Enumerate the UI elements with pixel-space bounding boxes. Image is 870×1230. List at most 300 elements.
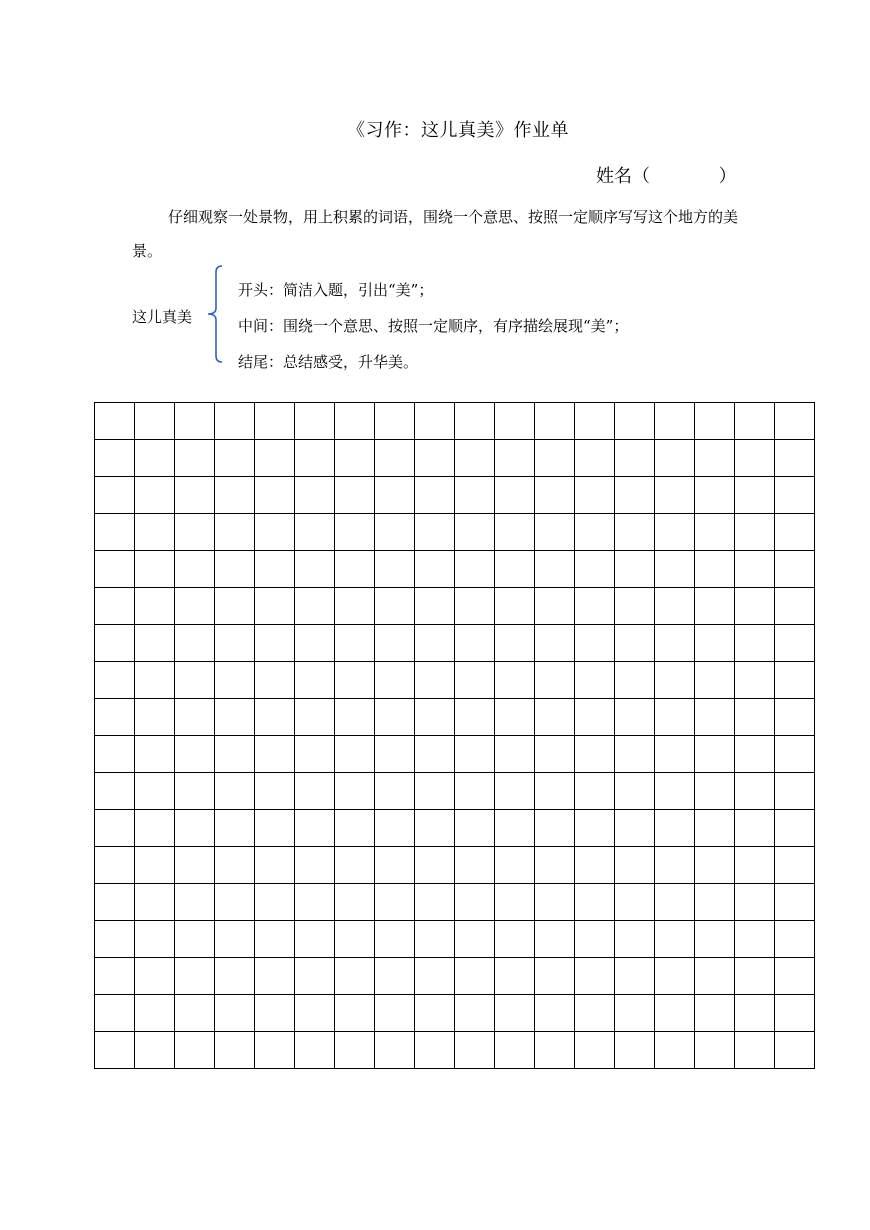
grid-cell[interactable] xyxy=(535,847,575,884)
grid-cell[interactable] xyxy=(335,588,375,625)
grid-cell[interactable] xyxy=(375,514,415,551)
grid-cell[interactable] xyxy=(655,403,695,440)
grid-cell[interactable] xyxy=(495,995,535,1032)
grid-cell[interactable] xyxy=(735,699,775,736)
grid-cell[interactable] xyxy=(175,551,215,588)
grid-cell[interactable] xyxy=(535,736,575,773)
grid-cell[interactable] xyxy=(135,440,175,477)
grid-cell[interactable] xyxy=(495,1032,535,1069)
grid-cell[interactable] xyxy=(655,921,695,958)
grid-cell[interactable] xyxy=(375,810,415,847)
grid-cell[interactable] xyxy=(735,551,775,588)
grid-cell[interactable] xyxy=(455,514,495,551)
grid-cell[interactable] xyxy=(535,921,575,958)
grid-cell[interactable] xyxy=(615,588,655,625)
grid-cell[interactable] xyxy=(295,736,335,773)
grid-cell[interactable] xyxy=(695,514,735,551)
grid-cell[interactable] xyxy=(215,884,255,921)
grid-cell[interactable] xyxy=(95,662,135,699)
grid-cell[interactable] xyxy=(735,477,775,514)
grid-cell[interactable] xyxy=(575,662,615,699)
grid-cell[interactable] xyxy=(95,958,135,995)
grid-cell[interactable] xyxy=(575,625,615,662)
grid-cell[interactable] xyxy=(135,403,175,440)
grid-cell[interactable] xyxy=(695,699,735,736)
grid-cell[interactable] xyxy=(655,477,695,514)
grid-cell[interactable] xyxy=(575,588,615,625)
grid-cell[interactable] xyxy=(415,588,455,625)
grid-cell[interactable] xyxy=(495,514,535,551)
grid-cell[interactable] xyxy=(175,995,215,1032)
grid-cell[interactable] xyxy=(695,588,735,625)
grid-cell[interactable] xyxy=(295,662,335,699)
grid-cell[interactable] xyxy=(375,995,415,1032)
grid-cell[interactable] xyxy=(655,551,695,588)
grid-cell[interactable] xyxy=(775,514,815,551)
grid-cell[interactable] xyxy=(215,847,255,884)
grid-cell[interactable] xyxy=(295,514,335,551)
grid-cell[interactable] xyxy=(95,477,135,514)
grid-cell[interactable] xyxy=(655,995,695,1032)
grid-cell[interactable] xyxy=(575,551,615,588)
grid-cell[interactable] xyxy=(255,847,295,884)
grid-cell[interactable] xyxy=(535,477,575,514)
grid-cell[interactable] xyxy=(335,477,375,514)
grid-cell[interactable] xyxy=(175,884,215,921)
grid-cell[interactable] xyxy=(775,736,815,773)
grid-cell[interactable] xyxy=(215,514,255,551)
grid-cell[interactable] xyxy=(735,588,775,625)
grid-cell[interactable] xyxy=(655,699,695,736)
grid-cell[interactable] xyxy=(255,1032,295,1069)
grid-cell[interactable] xyxy=(735,847,775,884)
grid-cell[interactable] xyxy=(175,588,215,625)
grid-cell[interactable] xyxy=(735,514,775,551)
grid-cell[interactable] xyxy=(175,736,215,773)
grid-cell[interactable] xyxy=(695,773,735,810)
grid-cell[interactable] xyxy=(295,477,335,514)
grid-cell[interactable] xyxy=(375,847,415,884)
grid-cell[interactable] xyxy=(135,699,175,736)
grid-cell[interactable] xyxy=(375,699,415,736)
grid-cell[interactable] xyxy=(135,625,175,662)
grid-cell[interactable] xyxy=(135,736,175,773)
grid-cell[interactable] xyxy=(175,810,215,847)
grid-cell[interactable] xyxy=(215,921,255,958)
grid-cell[interactable] xyxy=(255,514,295,551)
grid-cell[interactable] xyxy=(455,625,495,662)
grid-cell[interactable] xyxy=(535,958,575,995)
grid-cell[interactable] xyxy=(215,699,255,736)
grid-cell[interactable] xyxy=(175,773,215,810)
grid-cell[interactable] xyxy=(295,958,335,995)
grid-cell[interactable] xyxy=(415,477,455,514)
grid-cell[interactable] xyxy=(655,514,695,551)
grid-cell[interactable] xyxy=(615,551,655,588)
grid-cell[interactable] xyxy=(95,921,135,958)
grid-cell[interactable] xyxy=(495,884,535,921)
grid-cell[interactable] xyxy=(775,551,815,588)
grid-cell[interactable] xyxy=(175,1032,215,1069)
grid-cell[interactable] xyxy=(255,551,295,588)
grid-cell[interactable] xyxy=(735,403,775,440)
grid-cell[interactable] xyxy=(335,440,375,477)
grid-cell[interactable] xyxy=(295,884,335,921)
grid-cell[interactable] xyxy=(655,662,695,699)
grid-cell[interactable] xyxy=(375,440,415,477)
grid-cell[interactable] xyxy=(335,514,375,551)
grid-cell[interactable] xyxy=(615,625,655,662)
grid-cell[interactable] xyxy=(735,995,775,1032)
grid-cell[interactable] xyxy=(455,958,495,995)
grid-cell[interactable] xyxy=(135,514,175,551)
grid-cell[interactable] xyxy=(495,921,535,958)
grid-cell[interactable] xyxy=(295,995,335,1032)
grid-cell[interactable] xyxy=(615,699,655,736)
grid-cell[interactable] xyxy=(255,403,295,440)
grid-cell[interactable] xyxy=(655,884,695,921)
grid-cell[interactable] xyxy=(575,995,615,1032)
grid-cell[interactable] xyxy=(575,514,615,551)
grid-cell[interactable] xyxy=(295,403,335,440)
grid-cell[interactable] xyxy=(335,958,375,995)
grid-cell[interactable] xyxy=(695,958,735,995)
grid-cell[interactable] xyxy=(295,810,335,847)
grid-cell[interactable] xyxy=(655,810,695,847)
grid-cell[interactable] xyxy=(135,921,175,958)
grid-cell[interactable] xyxy=(135,995,175,1032)
grid-cell[interactable] xyxy=(295,847,335,884)
grid-cell[interactable] xyxy=(575,921,615,958)
grid-cell[interactable] xyxy=(695,810,735,847)
grid-cell[interactable] xyxy=(415,403,455,440)
grid-cell[interactable] xyxy=(775,625,815,662)
grid-cell[interactable] xyxy=(775,958,815,995)
grid-cell[interactable] xyxy=(535,514,575,551)
grid-cell[interactable] xyxy=(495,588,535,625)
grid-cell[interactable] xyxy=(575,773,615,810)
grid-cell[interactable] xyxy=(375,773,415,810)
grid-cell[interactable] xyxy=(575,958,615,995)
grid-cell[interactable] xyxy=(255,625,295,662)
grid-cell[interactable] xyxy=(455,1032,495,1069)
grid-cell[interactable] xyxy=(575,884,615,921)
grid-cell[interactable] xyxy=(175,662,215,699)
grid-cell[interactable] xyxy=(295,921,335,958)
grid-cell[interactable] xyxy=(535,588,575,625)
grid-cell[interactable] xyxy=(615,403,655,440)
grid-cell[interactable] xyxy=(455,662,495,699)
grid-cell[interactable] xyxy=(375,625,415,662)
grid-cell[interactable] xyxy=(95,773,135,810)
grid-cell[interactable] xyxy=(615,736,655,773)
grid-cell[interactable] xyxy=(775,699,815,736)
grid-cell[interactable] xyxy=(535,625,575,662)
grid-cell[interactable] xyxy=(535,440,575,477)
grid-cell[interactable] xyxy=(175,403,215,440)
grid-cell[interactable] xyxy=(255,440,295,477)
grid-cell[interactable] xyxy=(95,847,135,884)
grid-cell[interactable] xyxy=(775,477,815,514)
grid-cell[interactable] xyxy=(455,403,495,440)
grid-cell[interactable] xyxy=(215,662,255,699)
grid-cell[interactable] xyxy=(335,403,375,440)
grid-cell[interactable] xyxy=(615,884,655,921)
grid-cell[interactable] xyxy=(95,403,135,440)
grid-cell[interactable] xyxy=(775,440,815,477)
grid-cell[interactable] xyxy=(255,921,295,958)
grid-cell[interactable] xyxy=(575,477,615,514)
grid-cell[interactable] xyxy=(495,477,535,514)
grid-cell[interactable] xyxy=(535,403,575,440)
grid-cell[interactable] xyxy=(135,847,175,884)
grid-cell[interactable] xyxy=(495,958,535,995)
grid-cell[interactable] xyxy=(775,921,815,958)
grid-cell[interactable] xyxy=(775,810,815,847)
grid-cell[interactable] xyxy=(455,551,495,588)
grid-cell[interactable] xyxy=(415,514,455,551)
grid-cell[interactable] xyxy=(95,884,135,921)
grid-cell[interactable] xyxy=(655,736,695,773)
grid-cell[interactable] xyxy=(335,995,375,1032)
grid-cell[interactable] xyxy=(655,1032,695,1069)
grid-cell[interactable] xyxy=(615,847,655,884)
grid-cell[interactable] xyxy=(335,884,375,921)
grid-cell[interactable] xyxy=(775,773,815,810)
grid-cell[interactable] xyxy=(495,847,535,884)
grid-cell[interactable] xyxy=(335,625,375,662)
grid-cell[interactable] xyxy=(615,958,655,995)
grid-cell[interactable] xyxy=(175,921,215,958)
grid-cell[interactable] xyxy=(255,699,295,736)
grid-cell[interactable] xyxy=(95,551,135,588)
grid-cell[interactable] xyxy=(135,662,175,699)
grid-cell[interactable] xyxy=(535,884,575,921)
grid-cell[interactable] xyxy=(335,773,375,810)
grid-cell[interactable] xyxy=(295,625,335,662)
grid-cell[interactable] xyxy=(215,995,255,1032)
grid-cell[interactable] xyxy=(775,588,815,625)
grid-cell[interactable] xyxy=(135,884,175,921)
grid-cell[interactable] xyxy=(215,551,255,588)
grid-cell[interactable] xyxy=(535,995,575,1032)
grid-cell[interactable] xyxy=(455,699,495,736)
grid-cell[interactable] xyxy=(135,810,175,847)
grid-cell[interactable] xyxy=(695,884,735,921)
grid-cell[interactable] xyxy=(695,551,735,588)
grid-cell[interactable] xyxy=(695,921,735,958)
grid-cell[interactable] xyxy=(95,1032,135,1069)
grid-cell[interactable] xyxy=(255,588,295,625)
grid-cell[interactable] xyxy=(175,625,215,662)
grid-cell[interactable] xyxy=(335,736,375,773)
grid-cell[interactable] xyxy=(215,958,255,995)
grid-cell[interactable] xyxy=(655,625,695,662)
grid-cell[interactable] xyxy=(135,588,175,625)
grid-cell[interactable] xyxy=(255,995,295,1032)
grid-cell[interactable] xyxy=(575,736,615,773)
grid-cell[interactable] xyxy=(375,403,415,440)
grid-cell[interactable] xyxy=(135,1032,175,1069)
grid-cell[interactable] xyxy=(135,551,175,588)
grid-cell[interactable] xyxy=(615,1032,655,1069)
grid-cell[interactable] xyxy=(415,699,455,736)
grid-cell[interactable] xyxy=(695,477,735,514)
grid-cell[interactable] xyxy=(655,440,695,477)
grid-cell[interactable] xyxy=(535,773,575,810)
grid-cell[interactable] xyxy=(775,995,815,1032)
grid-cell[interactable] xyxy=(255,773,295,810)
grid-cell[interactable] xyxy=(695,1032,735,1069)
grid-cell[interactable] xyxy=(295,699,335,736)
grid-cell[interactable] xyxy=(375,662,415,699)
grid-cell[interactable] xyxy=(455,847,495,884)
grid-cell[interactable] xyxy=(735,662,775,699)
grid-cell[interactable] xyxy=(735,1032,775,1069)
grid-cell[interactable] xyxy=(575,1032,615,1069)
grid-cell[interactable] xyxy=(615,995,655,1032)
grid-cell[interactable] xyxy=(375,958,415,995)
grid-cell[interactable] xyxy=(695,662,735,699)
grid-cell[interactable] xyxy=(415,958,455,995)
grid-cell[interactable] xyxy=(455,588,495,625)
grid-cell[interactable] xyxy=(535,662,575,699)
grid-cell[interactable] xyxy=(215,440,255,477)
grid-cell[interactable] xyxy=(455,921,495,958)
grid-cell[interactable] xyxy=(95,736,135,773)
grid-cell[interactable] xyxy=(695,847,735,884)
grid-cell[interactable] xyxy=(495,773,535,810)
grid-cell[interactable] xyxy=(415,810,455,847)
grid-cell[interactable] xyxy=(495,625,535,662)
grid-cell[interactable] xyxy=(775,403,815,440)
grid-cell[interactable] xyxy=(215,477,255,514)
grid-cell[interactable] xyxy=(415,736,455,773)
grid-cell[interactable] xyxy=(295,551,335,588)
grid-cell[interactable] xyxy=(735,736,775,773)
grid-cell[interactable] xyxy=(655,588,695,625)
grid-cell[interactable] xyxy=(455,440,495,477)
grid-cell[interactable] xyxy=(95,625,135,662)
grid-cell[interactable] xyxy=(175,699,215,736)
grid-cell[interactable] xyxy=(495,662,535,699)
grid-cell[interactable] xyxy=(495,736,535,773)
grid-cell[interactable] xyxy=(735,884,775,921)
grid-cell[interactable] xyxy=(695,403,735,440)
grid-cell[interactable] xyxy=(415,440,455,477)
grid-cell[interactable] xyxy=(455,736,495,773)
grid-cell[interactable] xyxy=(615,662,655,699)
grid-cell[interactable] xyxy=(455,477,495,514)
grid-cell[interactable] xyxy=(295,588,335,625)
grid-cell[interactable] xyxy=(415,1032,455,1069)
grid-cell[interactable] xyxy=(655,847,695,884)
name-field[interactable]: 姓名（ ） xyxy=(596,166,737,187)
grid-cell[interactable] xyxy=(295,440,335,477)
grid-cell[interactable] xyxy=(415,625,455,662)
grid-cell[interactable] xyxy=(575,847,615,884)
grid-cell[interactable] xyxy=(375,1032,415,1069)
grid-cell[interactable] xyxy=(735,440,775,477)
grid-cell[interactable] xyxy=(375,477,415,514)
grid-cell[interactable] xyxy=(615,773,655,810)
grid-cell[interactable] xyxy=(655,773,695,810)
grid-cell[interactable] xyxy=(455,995,495,1032)
grid-cell[interactable] xyxy=(335,551,375,588)
grid-cell[interactable] xyxy=(655,958,695,995)
grid-cell[interactable] xyxy=(615,477,655,514)
grid-cell[interactable] xyxy=(615,514,655,551)
grid-cell[interactable] xyxy=(135,773,175,810)
grid-cell[interactable] xyxy=(695,995,735,1032)
grid-cell[interactable] xyxy=(735,625,775,662)
grid-cell[interactable] xyxy=(735,958,775,995)
grid-cell[interactable] xyxy=(455,810,495,847)
grid-cell[interactable] xyxy=(335,699,375,736)
grid-cell[interactable] xyxy=(95,440,135,477)
grid-cell[interactable] xyxy=(775,1032,815,1069)
grid-cell[interactable] xyxy=(215,588,255,625)
grid-cell[interactable] xyxy=(535,1032,575,1069)
grid-cell[interactable] xyxy=(335,921,375,958)
grid-cell[interactable] xyxy=(735,921,775,958)
grid-cell[interactable] xyxy=(255,810,295,847)
grid-cell[interactable] xyxy=(95,514,135,551)
grid-cell[interactable] xyxy=(575,440,615,477)
grid-cell[interactable] xyxy=(95,995,135,1032)
grid-cell[interactable] xyxy=(95,810,135,847)
grid-cell[interactable] xyxy=(135,477,175,514)
grid-cell[interactable] xyxy=(775,884,815,921)
grid-cell[interactable] xyxy=(535,551,575,588)
grid-cell[interactable] xyxy=(95,588,135,625)
grid-cell[interactable] xyxy=(375,921,415,958)
grid-cell[interactable] xyxy=(695,625,735,662)
grid-cell[interactable] xyxy=(495,403,535,440)
grid-cell[interactable] xyxy=(415,884,455,921)
grid-cell[interactable] xyxy=(495,551,535,588)
grid-cell[interactable] xyxy=(255,736,295,773)
grid-cell[interactable] xyxy=(175,477,215,514)
grid-cell[interactable] xyxy=(215,403,255,440)
grid-cell[interactable] xyxy=(615,921,655,958)
grid-cell[interactable] xyxy=(375,736,415,773)
grid-cell[interactable] xyxy=(455,884,495,921)
grid-cell[interactable] xyxy=(135,958,175,995)
grid-cell[interactable] xyxy=(415,662,455,699)
grid-cell[interactable] xyxy=(495,440,535,477)
grid-cell[interactable] xyxy=(335,810,375,847)
grid-cell[interactable] xyxy=(495,699,535,736)
grid-cell[interactable] xyxy=(575,699,615,736)
grid-cell[interactable] xyxy=(295,773,335,810)
grid-cell[interactable] xyxy=(775,662,815,699)
grid-cell[interactable] xyxy=(175,440,215,477)
grid-cell[interactable] xyxy=(455,773,495,810)
grid-cell[interactable] xyxy=(95,699,135,736)
grid-cell[interactable] xyxy=(575,403,615,440)
grid-cell[interactable] xyxy=(495,810,535,847)
grid-cell[interactable] xyxy=(255,477,295,514)
grid-cell[interactable] xyxy=(775,847,815,884)
grid-cell[interactable] xyxy=(215,736,255,773)
grid-cell[interactable] xyxy=(215,1032,255,1069)
grid-cell[interactable] xyxy=(535,699,575,736)
grid-cell[interactable] xyxy=(375,551,415,588)
grid-cell[interactable] xyxy=(735,773,775,810)
grid-cell[interactable] xyxy=(375,884,415,921)
grid-cell[interactable] xyxy=(415,847,455,884)
